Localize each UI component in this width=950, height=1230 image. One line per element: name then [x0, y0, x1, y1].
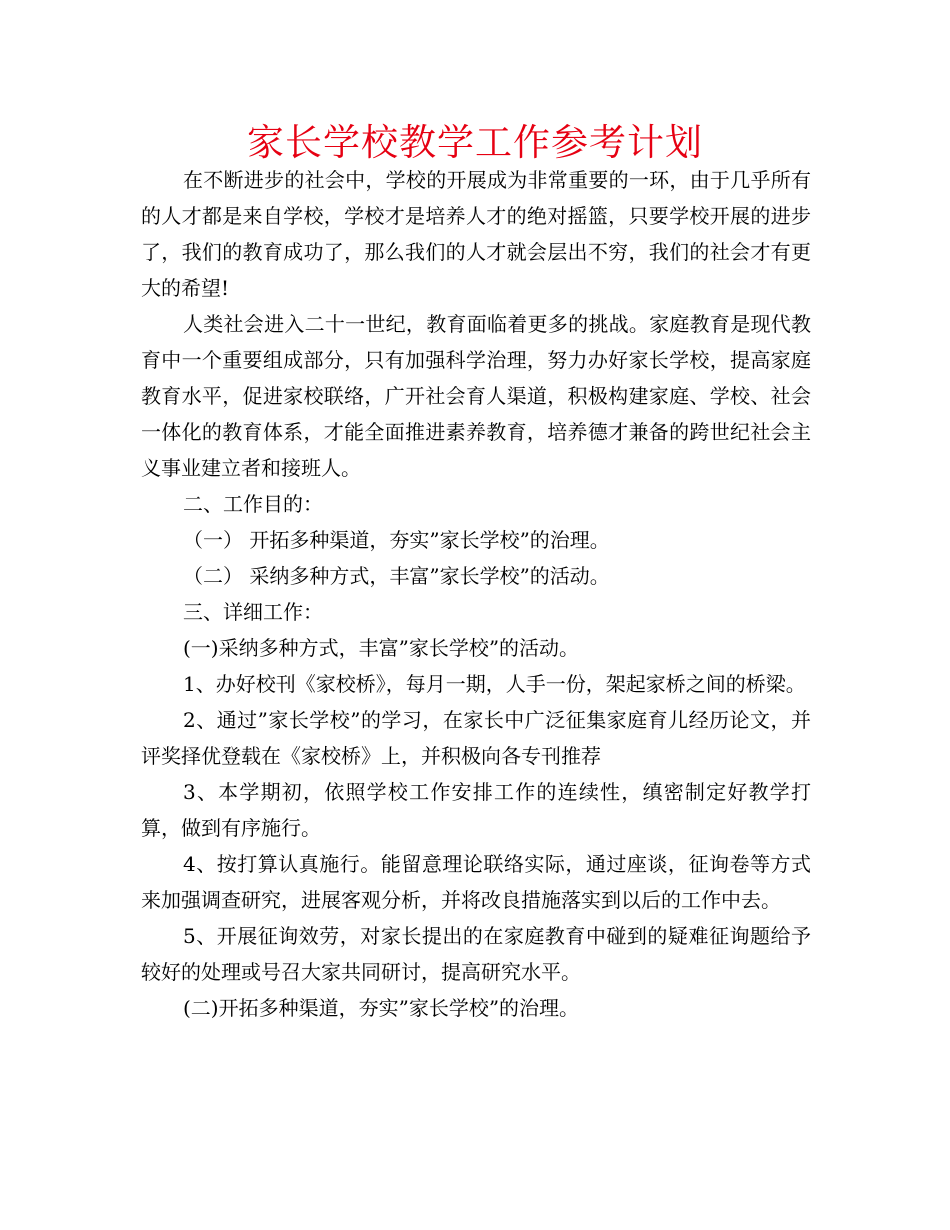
list-item: 4、按打算认真施行。能留意理论联络实际，通过座谈，征询卷等方式来加强调查研究，进展客观分析，并将改良措施落实到以后的工作中去。 — [141, 852, 811, 912]
section-heading: 二、工作目的： — [183, 492, 323, 516]
list-item: 5、开展征询效劳，对家长提出的在家庭教育中碰到的疑难征询题给予较好的处理或号召大家共同研讨，提高研究水平。 — [141, 924, 811, 984]
subsection-heading: (一)采纳多种方式，丰富”家长学校”的活动。 — [183, 636, 580, 660]
list-item: （一） 开拓多种渠道，夯实”家长学校”的治理。 — [183, 528, 610, 552]
paragraph: 在不断进步的社会中，学校的开展成为非常重要的一环，由于几乎所有的人才都是来自学校，学校才是培养人才的绝对摇篮，只要学校开展的进步了，我们的教育成功了，那么我们的人才就会层出不穷，我们的社会才有更大的希望! — [141, 168, 811, 300]
section-heading: 三、详细工作： — [183, 600, 323, 624]
list-item: （二） 采纳多种方式，丰富”家长学校”的活动。 — [183, 564, 610, 588]
subsection-heading: (二)开拓多种渠道，夯实”家长学校”的治理。 — [183, 996, 580, 1020]
list-item: 2、通过”家长学校”的学习，在家长中广泛征集家庭育儿经历论文，并评奖择优登载在《家校桥》上，并积极向各专刊推荐 — [141, 708, 811, 768]
document-body — [141, 162, 811, 1026]
paragraph: 人类社会进入二十一世纪，教育面临着更多的挑战。家庭教育是现代教育中一个重要组成部分，只有加强科学治理，努力办好家长学校，提高家庭教育水平，促进家校联络，广开社会育人渠道，积极构建家庭、学校、社会一体化的教育体系，才能全面推进素养教育，培养德才兼备的跨世纪社会主义事业建立者和接班人。 — [141, 312, 811, 480]
list-item: 3、本学期初，依照学校工作安排工作的连续性，缜密制定好教学打算，做到有序施行。 — [141, 780, 811, 840]
list-item: 1、办好校刊《家校桥》，每月一期，人手一份，架起家桥之间的桥梁。 — [183, 672, 806, 696]
document-title: 家长学校教学工作参考计划 — [247, 121, 703, 164]
